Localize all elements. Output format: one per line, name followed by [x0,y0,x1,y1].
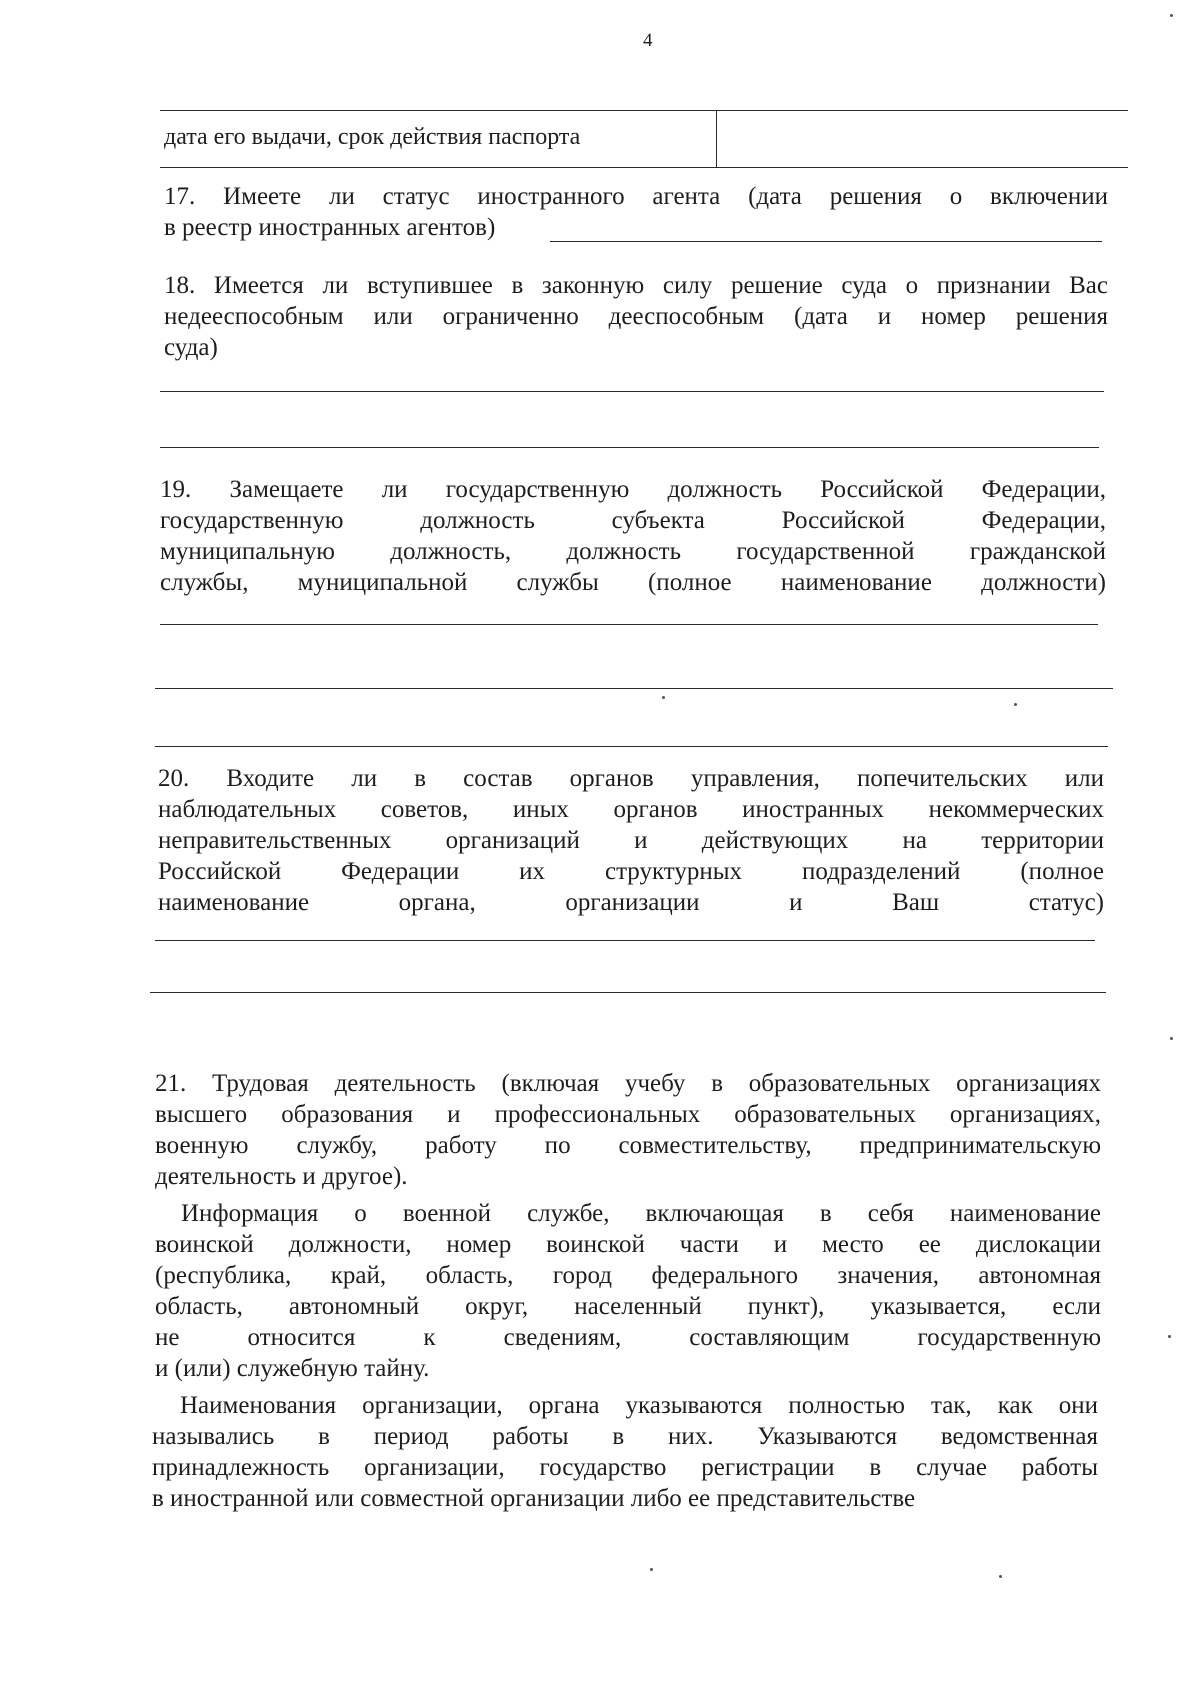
question-18-line-3: суда) [164,334,218,361]
question-20-line-3: неправительственных организаций и действующих на территории [158,827,1104,854]
question-21-p1-line-1: 21. Трудовая деятельность (включая учебу в образовательных организациях [155,1070,1101,1097]
question-20-line-1: 20. Входите ли в состав органов управления, попечительских или [158,765,1104,792]
scan-speck [1170,1037,1173,1040]
question-18 [164,270,1108,332]
question-21-p2-line-4: область, автономный округ, населенный пункт), указывается, если [155,1293,1101,1320]
question-21-p2-line-2: воинской должности, номер воинской части и место ее дислокации [155,1231,1101,1258]
answer-line-19a[interactable] [160,624,1098,625]
answer-line-17[interactable] [550,241,1102,242]
question-18-line-2: недееспособным или ограниченно дееспособным (дата и номер решения [164,303,1108,330]
question-21-p3-line-3: принадлежность организации, государство регистрации в случае работы [152,1454,1098,1481]
question-21-p3-line-2: назывались в период работы в них. Указываются ведомственная [152,1423,1098,1450]
question-21-p1-line-3: военную службу, работу по совместительству, предпринимательскую [155,1132,1101,1159]
question-18-line-3-wrap [164,332,1108,363]
answer-line-19c[interactable] [155,746,1108,747]
question-21-p2-line-3: (республика, край, область, город федерального значения, автономная [155,1262,1101,1289]
question-19-line-2: государственную должность субъекта Российской Федерации, [160,507,1106,534]
answer-line-19b[interactable] [155,688,1113,689]
question-19-line-3: муниципальную должность, должность государственной гражданской [160,538,1106,565]
question-21-p2-line-5: не относится к сведениям, составляющим государственную [155,1324,1101,1351]
question-20-line-4: Российской Федерации их структурных подразделений (полное [158,858,1104,885]
scan-speck [999,1575,1002,1578]
table-top-border [160,110,1128,111]
table-cell-label: дата его выдачи, срок действия паспорта [164,124,581,150]
scan-speck [1168,1335,1171,1338]
answer-line-20a[interactable] [155,940,1095,941]
table-bottom-border [160,167,1128,168]
question-21-paragraph-1 [155,1068,1101,1161]
page-number: 4 [643,30,653,51]
question-17-line-2-wrap [164,212,1108,243]
question-21-p1-line-2: высшего образования и профессиональных образовательных организациях, [155,1101,1101,1128]
scan-speck [1170,14,1173,17]
question-20-line-5: наименование органа, организации и Ваш статус) [158,889,1104,916]
scan-speck [650,1568,653,1571]
answer-line-18a[interactable] [160,391,1104,392]
question-20-line-2: наблюдательных советов, иных органов иностранных некоммерческих [158,796,1104,823]
question-17-line-1: 17. Имеете ли статус иностранного агента (дата решения о включении [164,183,1108,210]
question-21-p2-last-wrap [155,1353,1101,1384]
question-21-p3-line-1: Наименования организации, органа указываются полностью так, как они [180,1392,1098,1419]
question-21-p1-last-wrap [155,1161,1101,1192]
question-21-paragraph-2 [155,1198,1101,1353]
question-19-line-4: службы, муниципальной службы (полное наименование должности) [160,569,1106,596]
question-19-line-1: 19. Замещаете ли государственную должность Российской Федерации, [160,476,1106,503]
question-21-p1-line-4: деятельность и другое). [155,1163,408,1190]
question-20 [158,763,1104,918]
question-21-p3-last-wrap [152,1483,1098,1514]
question-21-paragraph-3 [152,1390,1098,1483]
table-column-divider [716,110,717,167]
question-21-p2-line-6: и (или) служебную тайну. [155,1355,430,1382]
question-17 [164,181,1108,212]
scan-speck [1014,703,1017,706]
question-17-line-2: в реестр иностранных агентов) [164,214,496,241]
answer-line-18b[interactable] [160,447,1099,448]
answer-line-20b[interactable] [150,992,1106,993]
question-19 [160,474,1106,598]
question-21-p2-line-1: Информация о военной службе, включающая в себя наименование [181,1200,1101,1227]
scan-speck [662,696,665,699]
question-18-line-1: 18. Имеется ли вступившее в законную силу решение суда о признании Вас [164,272,1108,299]
question-21-p3-line-4: в иностранной или совместной организации либо ее представительстве [152,1485,916,1512]
